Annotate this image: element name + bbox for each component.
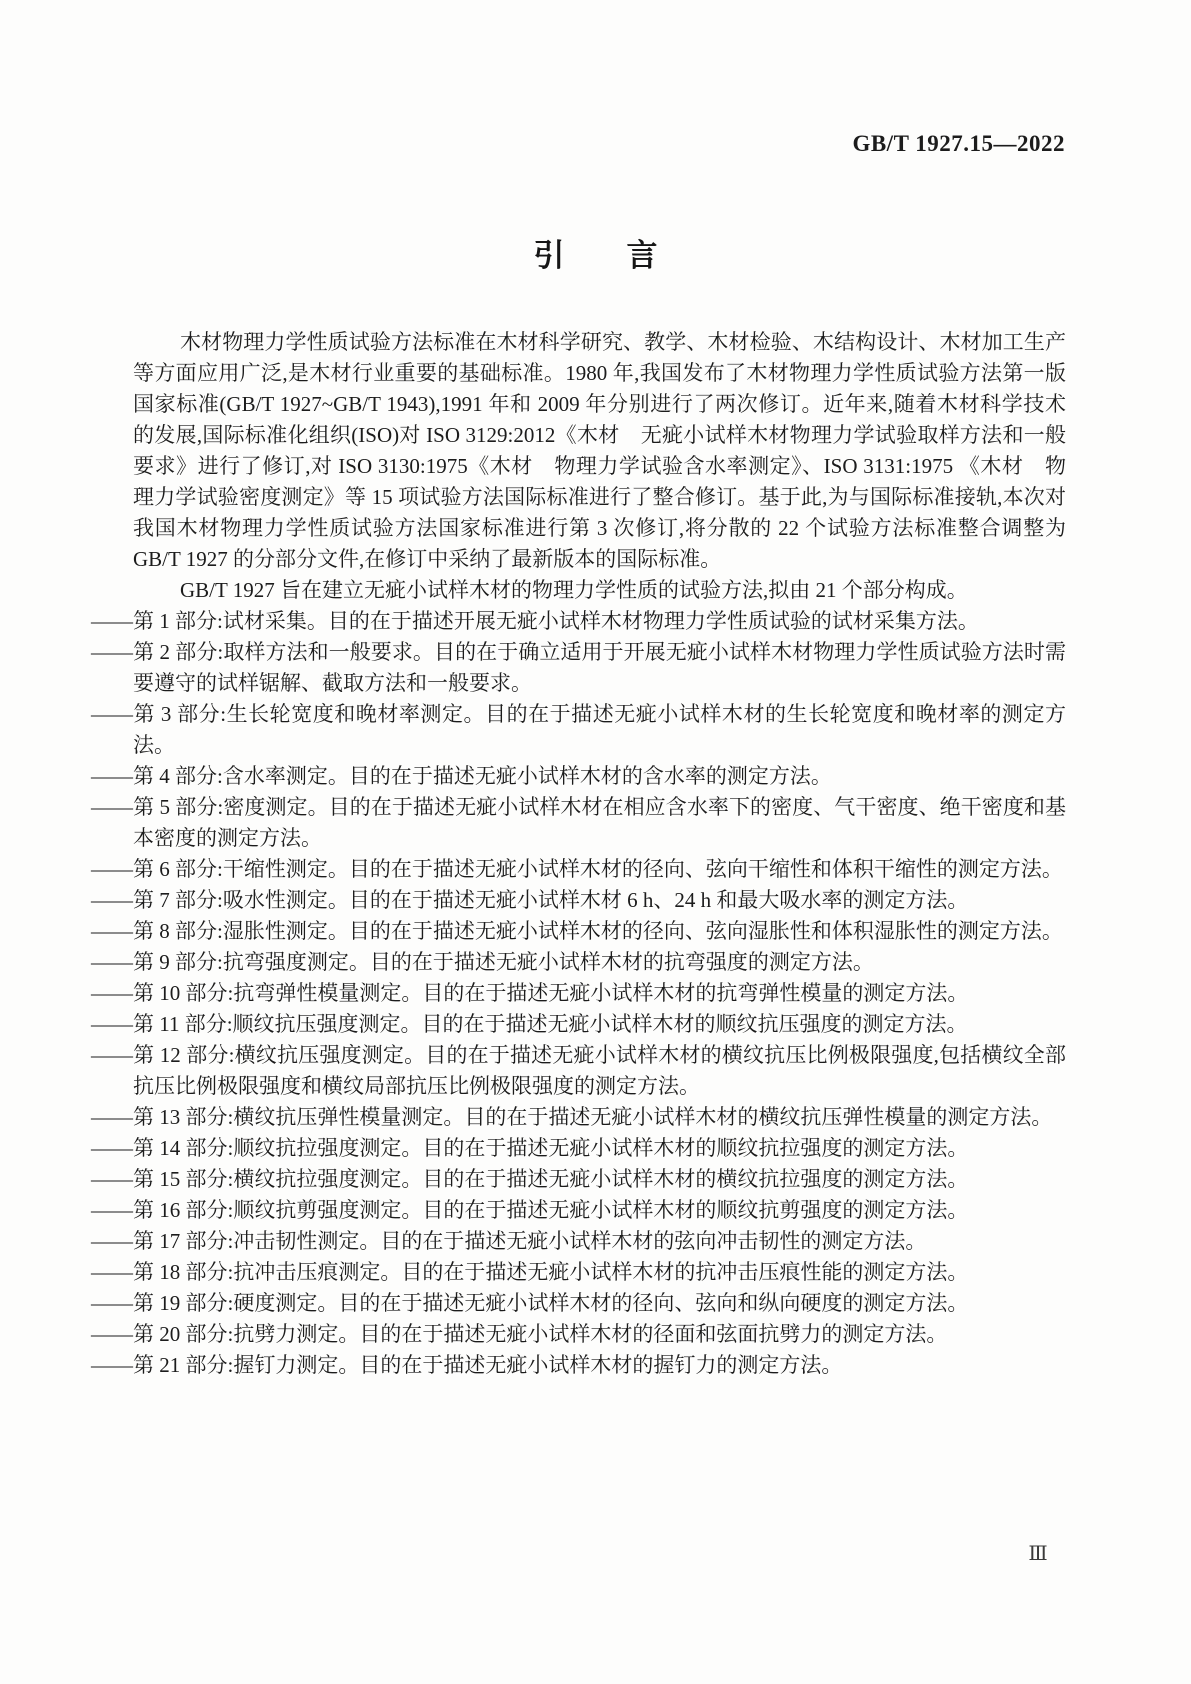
list-item: ——第 18 部分:抗冲击压痕测定。目的在于描述无疵小试样木材的抗冲击压痕性能的测定方法。 — [91, 1260, 969, 1284]
standard-code: GB/T 1927.15—2022 — [852, 131, 1065, 156]
list-item: ——第 4 部分:含水率测定。目的在于描述无疵小试样木材的含水率的测定方法。 — [91, 764, 832, 788]
list-item: ——第 17 部分:冲击韧性测定。目的在于描述无疵小试样木材的弦向冲击韧性的测定方法。 — [91, 1229, 927, 1253]
paragraph: 木材物理力学性质试验方法标准在木材科学研究、教学、木材检验、木结构设计、木材加工生产等方面应用广泛,是木材行业重要的基础标准。1980 年,我国发布了木材物理力学性质试验方法第一版国家标准(GB/T 1927~GB/T 1943),1991 年和 2009 年分别进行了两次修订。近年来,随着木材科学技术的发展,国际标准化组织(ISO)对 ISO 3129:2012《木材 无疵小试样木材物理力学试验取样方法和一般要求》进行了修订,对 ISO 3130:1975《木材 物理力学试验含水率测定》、ISO 3131:1975 《木材 物理力学试验密度测定》等 15 项试验方法国际标准进行了整合修订。基于此,为与国际标准接轨,本次对我国木材物理力学性质试验方法国家标准进行第 3 次修订,将分散的 22 个试验方法标准整合调整为 GB/T 1927 的分部分文件,在修订中采纳了最新版本的国际标准。 — [133, 330, 1066, 571]
list-item: ——第 7 部分:吸水性测定。目的在于描述无疵小试样木材 6 h、24 h 和最大吸水率的测定方法。 — [91, 888, 969, 912]
list-item: ——第 13 部分:横纹抗压弹性模量测定。目的在于描述无疵小试样木材的横纹抗压弹性模量的测定方法。 — [91, 1105, 1053, 1129]
list-item: ——第 12 部分:横纹抗压强度测定。目的在于描述无疵小试样木材的横纹抗压比例极限强度,包括横纹全部抗压比例极限强度和横纹局部抗压比例极限强度的测定方法。 — [91, 1043, 1066, 1098]
paragraph: GB/T 1927 旨在建立无疵小试样木材的物理力学性质的试验方法,拟由 21 个部分构成。 — [180, 578, 968, 602]
page-title: 引 言 — [533, 238, 658, 273]
introduction-body — [91, 327, 1066, 1381]
page-number: Ⅲ — [1028, 1543, 1048, 1565]
list-item: ——第 10 部分:抗弯弹性模量测定。目的在于描述无疵小试样木材的抗弯弹性模量的测定方法。 — [91, 981, 969, 1005]
parts-list — [91, 606, 1066, 1381]
list-item: ——第 14 部分:顺纹抗拉强度测定。目的在于描述无疵小试样木材的顺纹抗拉强度的测定方法。 — [91, 1136, 969, 1160]
list-item: ——第 8 部分:湿胀性测定。目的在于描述无疵小试样木材的径向、弦向湿胀性和体积湿胀性的测定方法。 — [91, 919, 1063, 943]
list-item: ——第 9 部分:抗弯强度测定。目的在于描述无疵小试样木材的抗弯强度的测定方法。 — [91, 950, 874, 974]
list-item: ——第 11 部分:顺纹抗压强度测定。目的在于描述无疵小试样木材的顺纹抗压强度的测定方法。 — [91, 1012, 968, 1036]
list-item: ——第 21 部分:握钉力测定。目的在于描述无疵小试样木材的握钉力的测定方法。 — [91, 1353, 843, 1377]
list-item: ——第 3 部分:生长轮宽度和晚材率测定。目的在于描述无疵小试样木材的生长轮宽度和晚材率的测定方法。 — [91, 702, 1066, 757]
list-item: ——第 16 部分:顺纹抗剪强度测定。目的在于描述无疵小试样木材的顺纹抗剪强度的测定方法。 — [91, 1198, 969, 1222]
list-item: ——第 15 部分:横纹抗拉强度测定。目的在于描述无疵小试样木材的横纹抗拉强度的测定方法。 — [91, 1167, 969, 1191]
list-item: ——第 6 部分:干缩性测定。目的在于描述无疵小试样木材的径向、弦向干缩性和体积干缩性的测定方法。 — [91, 857, 1063, 881]
list-item: ——第 1 部分:试材采集。目的在于描述开展无疵小试样木材物理力学性质试验的试材采集方法。 — [91, 609, 979, 633]
intro-paragraphs — [133, 327, 1066, 606]
list-item: ——第 20 部分:抗劈力测定。目的在于描述无疵小试样木材的径面和弦面抗劈力的测定方法。 — [91, 1322, 948, 1346]
list-item: ——第 5 部分:密度测定。目的在于描述无疵小试样木材在相应含水率下的密度、气干密度、绝干密度和基本密度的测定方法。 — [91, 795, 1066, 850]
list-item: ——第 19 部分:硬度测定。目的在于描述无疵小试样木材的径向、弦向和纵向硬度的测定方法。 — [91, 1291, 969, 1315]
list-item: ——第 2 部分:取样方法和一般要求。目的在于确立适用于开展无疵小试样木材物理力学性质试验方法时需要遵守的试样锯解、截取方法和一般要求。 — [91, 640, 1066, 695]
